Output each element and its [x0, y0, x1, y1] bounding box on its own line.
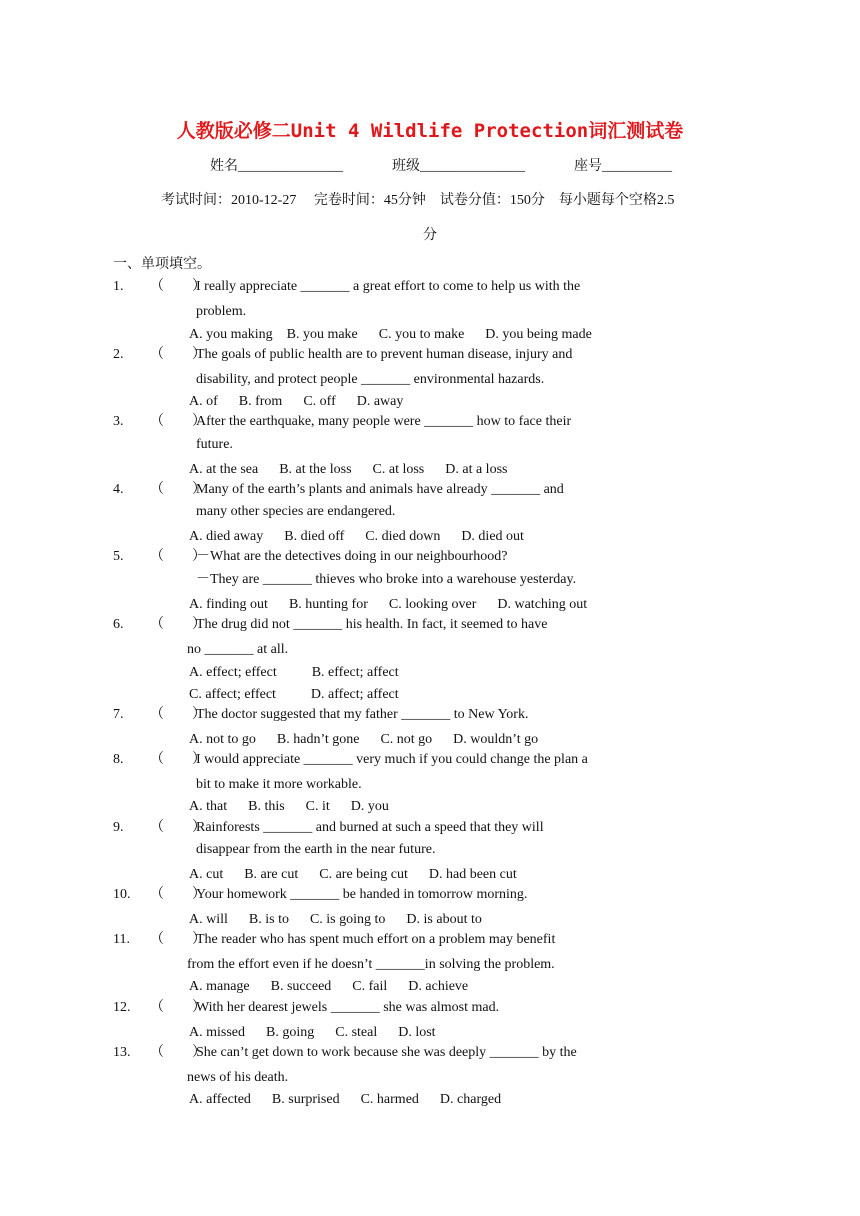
- question-text: disability, and protect people _______ environmental hazards.: [196, 372, 545, 387]
- question-number: 5.: [113, 549, 124, 564]
- question-text: The reader who has spent much effort on a problem may benefit: [196, 932, 556, 947]
- question-options: A. manage B. succeed C. fail D. achieve: [189, 979, 469, 994]
- question-number: 9.: [113, 820, 124, 835]
- question-text: I really appreciate _______ a great effort to come to help us with the: [196, 279, 581, 294]
- question-options: A. died away B. died off C. died down D. died out: [189, 529, 524, 544]
- question-number: 7.: [113, 707, 124, 722]
- page-title: 人教版必修二Unit 4 Wildlife Protection词汇测试卷: [176, 120, 684, 142]
- section-heading: 一、单项填空。: [113, 257, 211, 272]
- seat-field[interactable]: 座号__________: [574, 159, 672, 174]
- question-text: I would appreciate _______ very much if you could change the plan a: [196, 752, 588, 767]
- question-options: A. you making B. you make C. you to make D. you being made: [189, 327, 592, 342]
- question-options: A. cut B. are cut C. are being cut D. had been cut: [189, 867, 517, 882]
- question-text: bit to make it more workable.: [196, 777, 362, 792]
- answer-blank[interactable]: （ ）: [150, 1000, 206, 1015]
- question-text: problem.: [196, 304, 247, 319]
- question-text: With her dearest jewels _______ she was almost mad.: [196, 1000, 500, 1015]
- question-text: The doctor suggested that my father _______ to New York.: [196, 707, 529, 722]
- answer-blank[interactable]: （ ）: [150, 414, 206, 429]
- class-field[interactable]: 班级_______________: [392, 159, 525, 174]
- question-text: Many of the earth’s plants and animals have already _______ and: [196, 482, 564, 497]
- question-options: A. finding out B. hunting for C. looking over D. watching out: [189, 597, 588, 612]
- answer-blank[interactable]: （ ）: [150, 1045, 206, 1060]
- question-options: A. not to go B. hadn’t gone C. not go D. wouldn’t go: [189, 732, 539, 747]
- question-text: many other species are endangered.: [196, 504, 396, 519]
- answer-blank[interactable]: （ ）: [150, 549, 206, 564]
- question-text: disappear from the earth in the near future.: [196, 842, 436, 857]
- question-options: A. missed B. going C. steal D. lost: [189, 1025, 436, 1040]
- question-number: 4.: [113, 482, 124, 497]
- question-text: no _______ at all.: [187, 642, 289, 657]
- answer-blank[interactable]: （ ）: [150, 887, 206, 902]
- question-text: news of his death.: [187, 1070, 289, 1085]
- question-number: 12.: [113, 1000, 131, 1015]
- question-number: 2.: [113, 347, 124, 362]
- question-options: C. affect; effect D. affect; affect: [189, 687, 399, 702]
- question-text: －What are the detectives doing in our neighbourhood?: [196, 549, 508, 564]
- answer-blank[interactable]: （ ）: [150, 932, 206, 947]
- question-options: A. affected B. surprised C. harmed D. charged: [189, 1092, 502, 1107]
- question-options: A. at the sea B. at the loss C. at loss D. at a loss: [189, 462, 508, 477]
- question-text: Your homework _______ be handed in tomorrow morning.: [196, 887, 528, 902]
- question-options: A. of B. from C. off D. away: [189, 394, 404, 409]
- question-number: 13.: [113, 1045, 131, 1060]
- question-number: 1.: [113, 279, 124, 294]
- question-text: After the earthquake, many people were _______ how to face their: [196, 414, 572, 429]
- question-number: 8.: [113, 752, 124, 767]
- answer-blank[interactable]: （ ）: [150, 279, 206, 294]
- question-text: from the effort even if he doesn’t _______in solving the problem.: [187, 957, 555, 972]
- question-text: She can’t get down to work because she was deeply _______ by the: [196, 1045, 577, 1060]
- question-number: 3.: [113, 414, 124, 429]
- answer-blank[interactable]: （ ）: [150, 820, 206, 835]
- question-text: The goals of public health are to prevent human disease, injury and: [196, 347, 573, 362]
- question-text: The drug did not _______ his health. In fact, it seemed to have: [196, 617, 548, 632]
- exam-info-continued: 分: [423, 228, 437, 243]
- question-number: 10.: [113, 887, 131, 902]
- question-options: A. effect; effect B. effect; affect: [189, 665, 399, 680]
- name-field[interactable]: 姓名_______________: [210, 159, 343, 174]
- answer-blank[interactable]: （ ）: [150, 617, 206, 632]
- question-options: A. will B. is to C. is going to D. is about to: [189, 912, 482, 927]
- answer-blank[interactable]: （ ）: [150, 752, 206, 767]
- question-text: －They are _______ thieves who broke into a warehouse yesterday.: [196, 572, 577, 587]
- answer-blank[interactable]: （ ）: [150, 482, 206, 497]
- question-text: Rainforests _______ and burned at such a speed that they will: [196, 820, 544, 835]
- question-number: 6.: [113, 617, 124, 632]
- exam-info: 考试时间：2010-12-27 完卷时间：45分钟 试卷分值：150分 每小题每个空格2.5: [161, 193, 675, 208]
- question-text: future.: [196, 437, 233, 452]
- question-number: 11.: [113, 932, 130, 947]
- answer-blank[interactable]: （ ）: [150, 347, 206, 362]
- question-options: A. that B. this C. it D. you: [189, 799, 389, 814]
- answer-blank[interactable]: （ ）: [150, 707, 206, 722]
